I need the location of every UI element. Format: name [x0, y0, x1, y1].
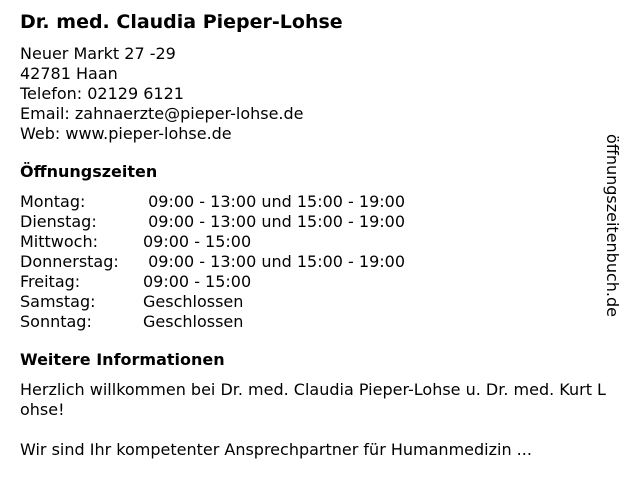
contact-block: [20, 44, 610, 144]
hours-day: Montag:: [20, 192, 86, 211]
opening-hours-heading: Öffnungszeiten: [20, 162, 158, 181]
hours-time: 09:00 - 13:00 und 15:00 - 19:00: [143, 212, 406, 231]
phone-line: Telefon: 02129 6121: [20, 84, 184, 103]
hours-time: 09:00 - 15:00: [143, 272, 252, 291]
hours-day: Samstag:: [20, 292, 96, 311]
hours-row-saturday: [20, 292, 610, 312]
hours-time: 09:00 - 13:00 und 15:00 - 19:00: [143, 252, 406, 271]
hours-day: Mittwoch:: [20, 232, 98, 251]
hours-row-tuesday: [20, 212, 610, 232]
hours-row-sunday: [20, 312, 610, 332]
hours-day: Freitag:: [20, 272, 81, 291]
hours-time: Geschlossen: [143, 312, 244, 331]
page-title: Dr. med. Claudia Pieper-Lohse: [20, 11, 343, 33]
address-street: Neuer Markt 27 -29: [20, 44, 176, 63]
description-paragraph: Wir sind Ihr kompetenter Ansprechpartner für Humanmedizin ...: [20, 440, 532, 459]
hours-row-wednesday: [20, 232, 610, 252]
hours-row-friday: [20, 272, 610, 292]
more-info-heading: Weitere Informationen: [20, 350, 225, 369]
web-line: Web: www.pieper-lohse.de: [20, 124, 232, 143]
opening-hours-table: [20, 192, 610, 332]
hours-day: Donnerstag:: [20, 252, 119, 271]
hours-row-thursday: [20, 252, 610, 272]
hours-time: Geschlossen: [143, 292, 244, 311]
address-city: 42781 Haan: [20, 64, 118, 83]
practice-info-card: [20, 10, 610, 460]
hours-day: Sonntag:: [20, 312, 92, 331]
hours-time: 09:00 - 15:00: [143, 232, 252, 251]
side-brand-watermark: öffnungszeitenbuch.de: [603, 134, 622, 317]
email-line: Email: zahnaerzte@pieper-lohse.de: [20, 104, 304, 123]
welcome-paragraph: Herzlich willkommen bei Dr. med. Claudia Pieper-Lohse u. Dr. med. Kurt Lohse!: [20, 380, 606, 419]
hours-day: Dienstag:: [20, 212, 97, 231]
hours-time: 09:00 - 13:00 und 15:00 - 19:00: [143, 192, 406, 211]
hours-row-monday: [20, 192, 610, 212]
